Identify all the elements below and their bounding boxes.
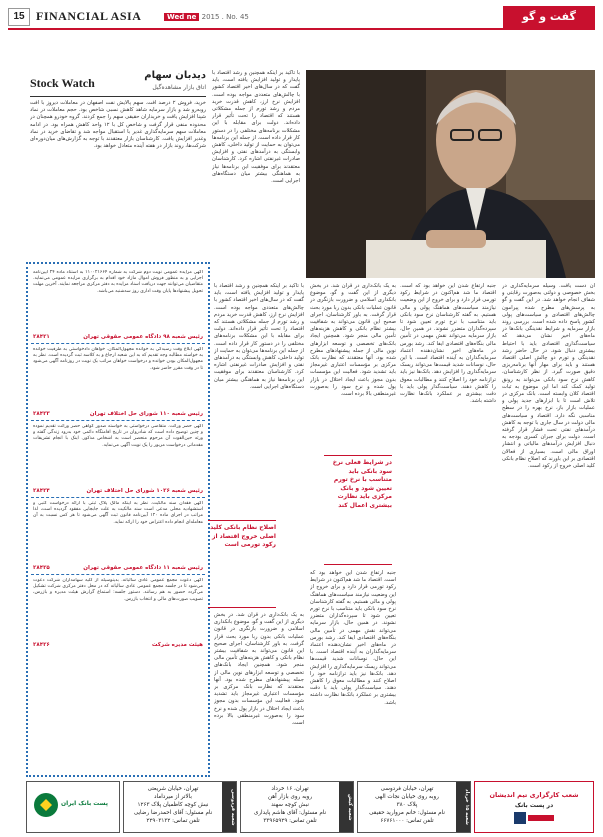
divider xyxy=(30,96,206,97)
ad-footer xyxy=(33,642,203,648)
ad-code: ۲۸۴۲۴ xyxy=(33,488,50,494)
ad-item xyxy=(31,267,205,344)
ad-footer xyxy=(33,334,203,340)
stock-watch-author: اتاق بازار مشاهده‌گیل xyxy=(152,84,206,91)
stock-watch-title-en: Stock Watch xyxy=(30,76,95,90)
portrait-image xyxy=(306,70,595,278)
branch-line: نام مسئول: آقای احمدرضا رضایی xyxy=(133,810,213,816)
ad-issuer: رئیس شعبه ۹۸ دادگاه عمومی حقوقی تهران xyxy=(83,334,203,340)
ad-text: آگهی فقدان سند مالکیت. نظر به اینکه مالک پلاک ثبتی با ارائه درخواست کتبی و استشهادیه محلی مدعی است سند مالکیت به علت جابجایی مفقود گردیده است، لذا مراتب در اجرای ماده ۱۲۰ آیین‌نامه قانون ثبت آگهی می‌شود تا هر کس نسبت به آن معامله‌ای انجام داده اعتراض خود را ارائه نماید. xyxy=(33,501,203,525)
branch-phone: تلفن تماس: ۲۲۹۰۳۱۳۲ xyxy=(146,818,200,824)
pull-quote: در شرایط فعلی نرخ سود بانکی باید متناسب با نرخ تورم تعیین شود و بانک مرکزی باید نظارت بیشتری اعمال کند xyxy=(324,455,392,565)
section-tag: گفت و گو xyxy=(503,6,595,28)
ad-code: ۲۸۴۲۵ xyxy=(33,565,50,571)
article-paragraph: جنبه ارتفاع شدن این خواهد بود که است. اقتصاد ما شد هم‌اکنون در شرایط رکود تورمی قرار دارد و برای خروج از این وضعیت نیازمند سیاست‌های هماهنگ پولی و مالی هستیم. به گفته کارشناسان نرخ سود بانکی باید متناسب با نرخ تورم تعیین شود تا سپرده‌گذاران متضرر نشوند. در همین حال، بازار سرمایه می‌تواند نقش مهمی در تأمین مالی بنگاه‌های اقتصادی ایفا کند. رشد بورس در ماه‌های اخیر نشان‌دهنده اعتماد سرمایه‌گذاران به آینده اقتصاد است. با این حال، نوسانات شدید قیمت‌ها می‌تواند ریسک سرمایه‌گذاری را افزایش دهد. بانک‌ها نیز باید ترازنامه خود را اصلاح کنند و مطالبات معوق را کاهش دهند. سیاست‌گذار پولی باید با دقت بیشتری بر عملکرد بانک‌ها نظارت داشته باشد. xyxy=(400,283,496,405)
footer-branches-ad xyxy=(26,781,595,833)
ad-code: ۲۸۴۲۱ xyxy=(33,334,50,340)
publication-name: FINANCIAL ASIA xyxy=(36,9,142,23)
branch-label: شعبه فردوسی xyxy=(222,782,236,832)
ad-item xyxy=(31,575,205,651)
brokerage-headline: شعب کارگزاری تیم اندیشان xyxy=(489,791,579,799)
branch-line: پلاک ۳۸۰ xyxy=(396,802,418,808)
ad-text: آگهی ابلاغ وقت رسیدگی به خوانده مجهول‌المکان. خواهان دادخواستی به طرفیت خوانده به خواسته مطالبه وجه تقدیم که به این شعبه ارجاع و به کلاسه ثبت گردیده است. نظر به مجهول‌المکان بودن خوانده و درخواست خواهان مراتب یک نوبت در روزنامه آگهی می‌شود تا در وقت مقرر حاضر شود. xyxy=(33,347,203,371)
article-column-right xyxy=(502,283,595,775)
branch-line: تهران، خیابان شریعتی xyxy=(147,786,199,792)
ad-issuer: رئیس شعبه ۱۱ دادگاه عمومی حقوقی تهران xyxy=(83,565,203,571)
ad-footer xyxy=(33,411,203,417)
branch-line: نبش کوچه سهند xyxy=(271,802,309,808)
branch-line: روبه روی بازار آهن xyxy=(267,794,313,800)
issue-day: Wed ne xyxy=(164,13,199,21)
ad-issuer: رئیس شعبه ۱۰۲۶ شورای حل اختلاف تهران xyxy=(86,488,203,494)
page-number: 15 xyxy=(8,8,30,26)
article-column-upper-left xyxy=(212,70,300,275)
ad-issuer: هیئت مدیره شرکت xyxy=(151,642,203,648)
page-header xyxy=(8,6,595,30)
legal-ads-column xyxy=(26,262,210,777)
brokerage-ad-box xyxy=(474,781,594,833)
article-paragraph: آن دست یافت. وسیله سرمایه‌گذاری در بخش خصوصی و دولتی به‌صورت رقابتی و شفاف انجام خواهد شد. در این گفت و گو به پرسش‌های مطرح شده پیرامون چالش‌های اقتصادی و سیاست‌های پولی کشور پاسخ داده شده است. بررسی روند بازار سرمایه و شرایط نقدینگی بانک‌ها در ماه‌های اخیر نشان می‌دهد که سیاست‌گذاری اقتصادی باید با احتیاط بیشتری دنبال شود. در حال حاضر رشد نقدینگی و تورم دو چالش اصلی اقتصاد هستند و باید برای مهار آنها برنامه‌ریزی دقیق صورت گیرد. از نظر کارشناسان، کاهش نرخ سود بانکی می‌تواند به رونق تولید کمک کند اما این موضوع به ثبات اقتصاد کلان وابسته است. بانک مرکزی در تلاش است تا با ابزارهای جدید پولی و عملیات بازار باز، نرخ بهره را در سطح مناسبی نگه دارد. اقتصاد و سیاست‌های مالی دولت در سال جاری با توجه به کاهش درآمدهای نفتی تحت فشار قرار گرفته است. دولت برای جبران کسری بودجه به دنبال افزایش درآمدهای مالیاتی و انتشار اوراق مالی است. بسیاری از فعالان اقتصادی بر این باورند که اصلاح نظام بانکی کلید اصلی خروج از رکود است. xyxy=(502,283,595,470)
branch-line: نبش کوچه کاظمیان پلاک ۱۲۶۳ xyxy=(137,802,209,808)
ad-issuer: رئیس شعبه ۱۱۰ شورای حل اختلاف تهران xyxy=(89,411,203,417)
stock-watch-text: خرید، فروش ۲ درصد افت. سهم پالایش نفت اصفهان در معاملات دیروز با افت روبه‌رو شد و بازار سرمایه شاهد کاهش نسبی شاخص بود. حجم معاملات در نماد شپنا افزایش یافت و خریداران حقیقی سهم را جمع کردند. گروه خودرو همچنان در محدوده منفی قرار گرفت و شاخص کل با ۱۲ واحد کاهش همراه بود. در ادامه معاملات سهم سرمایه‌گذاری غدیر با استقبال مواجه شد و تقاضای خرید در نماد وغدیر افزایش یافت. کارشناسان بازار معتقدند با توجه به گزارش‌های میان‌دوره‌ای شرکت‌ها، روند بازار در هفته آینده متعادل خواهد بود. xyxy=(30,100,206,150)
branch-line: روبه روی خیابان نجات الهی xyxy=(375,794,439,800)
article-paragraph: به یک بانک‌داری در قرآن شد. در بخش دیگری از این گفت و گو، موضوع بانکداری اسلامی و ضرورت بازنگری در قانون عملیات بانکی بدون ربا مورد بحث قرار گرفت. به باور کارشناسان، اجرای صحیح این قانون می‌تواند به شفافیت بیشتر نظام بانکی و کاهش هزینه‌های تأمین مالی منجر شود. همچنین ایجاد بانک‌های تخصصی و توسعه ابزارهای نوین مالی از جمله پیشنهادهای مطرح شده بود. آنها معتقدند که نظارت بانک مرکزی بر مؤسسات اعتباری غیرمجاز باید تشدید شود. فعالیت این مؤسسات بدون مجوز باعث ایجاد اختلال در بازار پول شده و نرخ سود را به‌صورت غیرمنطقی بالا برده است. xyxy=(310,283,396,398)
brokerage-subline: در پست بانک xyxy=(514,802,554,809)
bank-logo-box xyxy=(26,781,120,833)
ad-text: آگهی مزایده عمومی نوبت دوم شرکت به شماره ۱۱۰۰۲۱۶۶۴ به استناد ماده ۲۴ آیین‌نامه اجرایی و به منظور فروش اموال مازاد خود اقدام به برگزاری مزایده عمومی می‌نماید. متقاضیان می‌توانند جهت دریافت اسناد مزایده به دفتر مرکزی مراجعه نمایند. آخرین مهلت تحویل پیشنهادها پایان وقت اداری روز سه‌شنبه می‌باشد. xyxy=(33,270,203,294)
branch-line: بالاتر از میرداماد xyxy=(154,794,192,800)
interview-photo xyxy=(306,70,595,278)
stock-watch-body xyxy=(30,100,206,260)
bank-logo-name: پست بانک ایران xyxy=(61,800,109,807)
ad-item xyxy=(31,498,205,575)
ad-footer xyxy=(33,488,203,494)
article-paragraph: جنبه ارتفاع شدن این خواهد بود که است. اقتصاد ما شد هم‌اکنون در شرایط رکود تورمی قرار دارد و برای خروج از این وضعیت نیازمند سیاست‌های هماهنگ پولی و مالی هستیم. به گفته کارشناسان نرخ سود بانکی باید متناسب با نرخ تورم تعیین شود تا سپرده‌گذاران متضرر نشوند. در همین حال، بازار سرمایه می‌تواند نقش مهمی در تأمین مالی بنگاه‌های اقتصادی ایفا کند. رشد بورس در ماه‌های اخیر نشان‌دهنده اعتماد سرمایه‌گذاران به آینده اقتصاد است. با این حال، نوسانات شدید قیمت‌ها می‌تواند ریسک سرمایه‌گذاری را افزایش دهد. بانک‌ها نیز باید ترازنامه خود را اصلاح کنند و مطالبات معوق را کاهش دهند. سیاست‌گذار پولی باید با دقت بیشتری بر عملکرد بانک‌ها نظارت داشته باشد. xyxy=(310,570,396,706)
stock-watch-title-fa: دیدبان سهام xyxy=(144,70,206,81)
stock-watch-box xyxy=(30,70,206,262)
branch-phone: تلفن تماس: ۳۳۹۶۵۹۲۹ xyxy=(263,818,317,824)
post-bank-logo-icon xyxy=(33,792,59,818)
branch-box xyxy=(123,781,237,833)
ad-text: آگهی حصر وراثت. متقاضی درخواستی به خواسته صدور گواهی حصر وراثت تقدیم نموده و چنین توضیح داده است که شادروان در تاریخ اقامتگاه دائمی خود بدرود زندگی گفته و ورثه حین‌الفوت آن مرحوم منحصر است به اشخاص مذکور. اینک با انجام تشریفات مقدماتی درخواست مزبور را یک نوبت آگهی می‌نماید. xyxy=(33,424,203,448)
article-column-mid xyxy=(310,283,396,451)
article-column-mid-lower xyxy=(310,570,396,775)
branch-line: تهران، ۱۶ خرداد xyxy=(271,786,309,792)
branch-label: شعبه ۱۵ خرداد xyxy=(456,782,470,832)
branch-line: نام مسئول: خانم مروارید حقیقی xyxy=(369,810,445,816)
pull-quote: اصلاح نظام بانکی کلید اصلی خروج اقتصاد از رکود تورمی است xyxy=(208,520,276,608)
article-paragraph: به یک بانک‌داری در قرآن شد. در بخش دیگری از این گفت و گو، موضوع بانکداری اسلامی و ضرورت بازنگری در قانون عملیات بانکی بدون ربا مورد بحث قرار گرفت. به باور کارشناسان، اجرای صحیح این قانون می‌تواند به شفافیت بیشتر نظام بانکی و کاهش هزینه‌های تأمین مالی منجر شود. همچنین ایجاد بانک‌های تخصصی و توسعه ابزارهای نوین مالی از جمله پیشنهادهای مطرح شده بود. آنها معتقدند که نظارت بانک مرکزی بر مؤسسات اعتباری غیرمجاز باید تشدید شود. فعالیت این مؤسسات بدون مجوز باعث ایجاد اختلال در بازار پول شده و نرخ سود را به‌صورت غیرمنطقی بالا برده است. xyxy=(214,612,304,727)
ad-code: ۲۸۴۲۳ xyxy=(33,411,50,417)
issue-info xyxy=(164,13,249,21)
ad-text: آگهی دعوت مجمع عمومی عادی سالیانه. بدینوسیله از کلیه سهامداران شرکت دعوت می‌شود تا در جلسه مجمع عمومی عادی سالیانه که در محل دفتر مرکزی شرکت تشکیل می‌گردد حضور به هم رسانند. دستور جلسه: استماع گزارش هیئت مدیره و بازرس، تصویب صورت‌های مالی و انتخاب بازرس. xyxy=(33,578,203,602)
article-column-left xyxy=(214,283,304,515)
article-paragraph: با تأکید بر اینکه همچنین و رشد اقتصاد با پایدار و تولید افزایش یافته است، باید گفت که در سال‌های اخیر اقتصاد کشور با چالش‌های متعددی مواجه بوده است. افزایش نرخ ارز، کاهش قدرت خرید مردم و رشد تورم از جمله مشکلاتی هستند که اقتصاد را تحت تأثیر قرار داده‌اند. دولت برای مقابله با این مشکلات برنامه‌های مختلفی را در دستور کار قرار داده است. از جمله این برنامه‌ها می‌توان به حمایت از تولید داخلی، کاهش وابستگی به درآمدهای نفتی و افزایش صادرات غیرنفتی اشاره کرد. کارشناسان معتقدند برای موفقیت این برنامه‌ها نیاز به هماهنگی بیشتر میان دستگاه‌های اجرایی است. xyxy=(214,283,304,390)
ad-footer xyxy=(33,565,203,571)
branch-line: نام مسئول: آقای هاشم پایداری xyxy=(253,810,327,816)
article-column-left-lower xyxy=(214,612,304,775)
branch-line: تهران، خیابان فردوسی xyxy=(380,786,434,792)
branch-box xyxy=(357,781,471,833)
branch-label: شعبه کیش xyxy=(339,782,353,832)
article-column-mid-right xyxy=(400,283,496,775)
ad-item xyxy=(31,421,205,498)
article-paragraph: با تأکید بر اینکه همچنین و رشد اقتصاد با پایدار و تولید افزایش یافته است، باید گفت که در سال‌های اخیر اقتصاد کشور با چالش‌های متعددی مواجه بوده است. افزایش نرخ ارز، کاهش قدرت خرید مردم و رشد تورم از جمله مشکلاتی هستند که اقتصاد را تحت تأثیر قرار داده‌اند. دولت برای مقابله با این مشکلات برنامه‌های مختلفی را در دستور کار قرار داده است. از جمله این برنامه‌ها می‌توان به حمایت از تولید داخلی، کاهش وابستگی به درآمدهای نفتی و افزایش صادرات غیرنفتی اشاره کرد. کارشناسان معتقدند برای موفقیت این برنامه‌ها نیاز به هماهنگی بیشتر میان دستگاه‌های اجرایی است. xyxy=(212,70,300,185)
ad-item xyxy=(31,344,205,421)
brokerage-logo-icon xyxy=(514,812,554,824)
issue-number: 2015 . No. 45 xyxy=(201,13,249,21)
branch-phone: تلفن تماس: ۶۶۷۶۱۰۰۰ xyxy=(380,818,434,824)
ad-code: ۲۸۴۲۶ xyxy=(33,642,50,648)
branch-box xyxy=(240,781,354,833)
